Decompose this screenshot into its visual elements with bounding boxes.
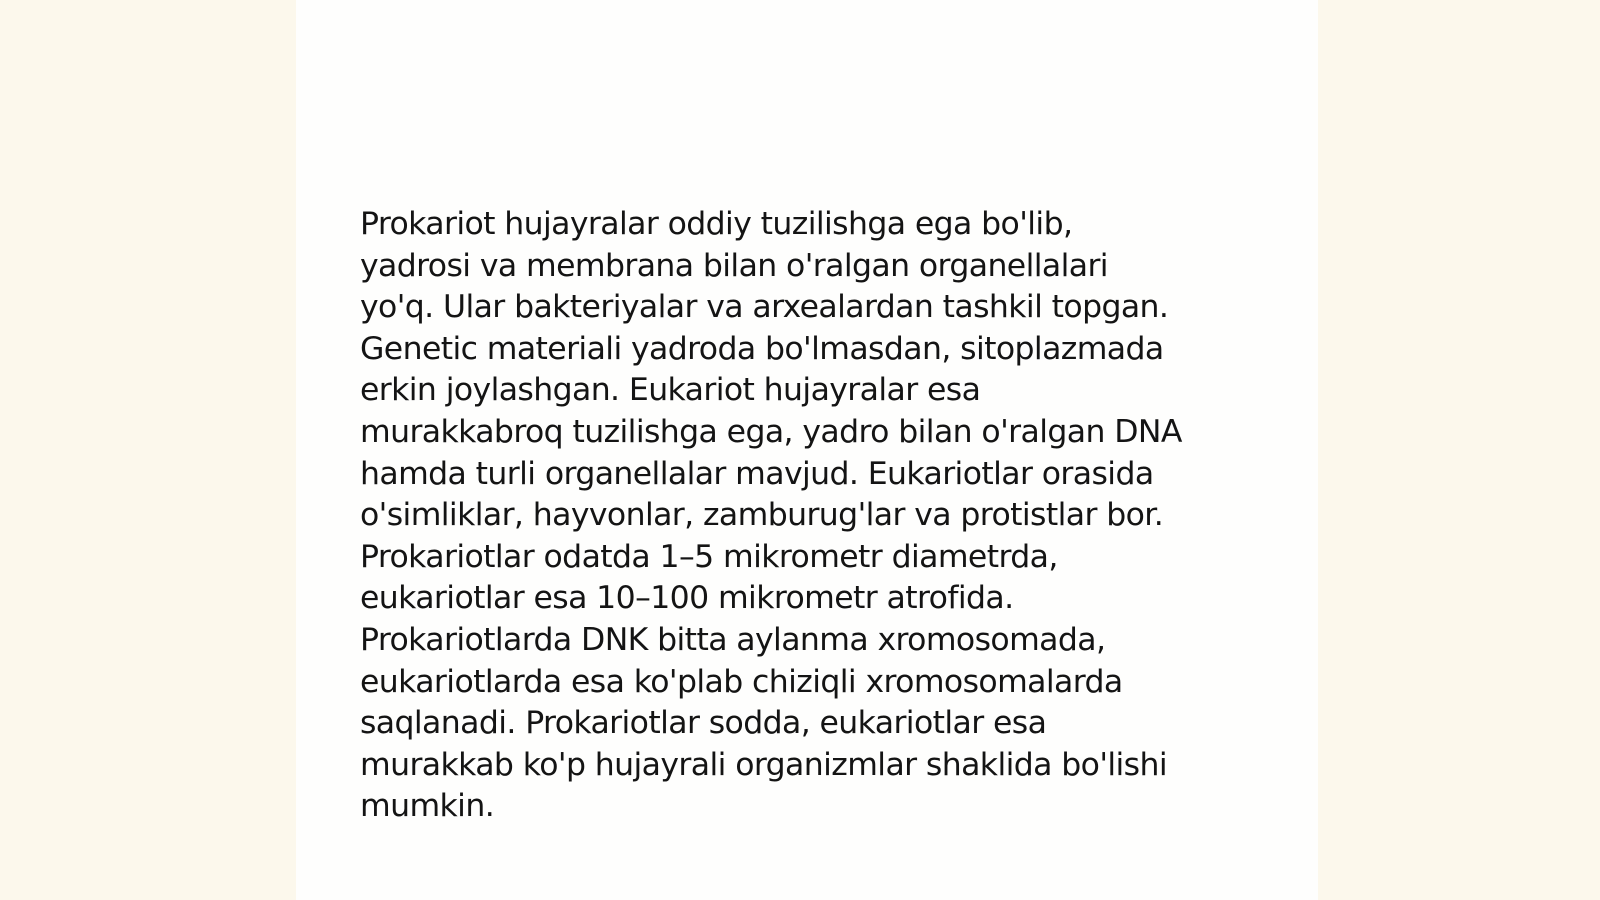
text-line: eukariotlar esa 10–100 mikrometr atrofida. <box>360 580 1014 617</box>
text-line: murakkab ko'p hujayrali organizmlar shaklida bo'lishi <box>360 746 1168 783</box>
text-line: saqlanadi. Prokariotlar sodda, eukariotlar esa <box>360 705 1047 742</box>
text-line: o'simliklar, hayvonlar, zamburug'lar va protistlar bor. <box>360 497 1164 534</box>
text-line: eukariotlarda esa ko'plab chiziqli xromosomalarda <box>360 663 1123 700</box>
text-line: Prokariotlarda DNK bitta aylanma xromosomada, <box>360 621 1106 658</box>
text-line: Genetic materiali yadroda bo'lmasdan, sitoplazmada <box>360 330 1164 367</box>
text-line: erkin joylashgan. Eukariot hujayralar esa <box>360 372 981 409</box>
text-line: yadrosi va membrana bilan o'ralgan organellalari <box>360 247 1108 284</box>
text-line: hamda turli organellalar mavjud. Eukariotlar orasida <box>360 455 1154 492</box>
text-line: Prokariotlar odatda 1–5 mikrometr diametrda, <box>360 538 1058 575</box>
text-line: yo'q. Ular bakteriyalar va arxealardan tashkil topgan. <box>360 289 1169 326</box>
text-line: murakkabroq tuzilishga ega, yadro bilan o'ralgan DNA <box>360 413 1182 450</box>
paragraph <box>360 204 1260 828</box>
text-line: mumkin. <box>360 788 495 825</box>
text-line: Prokariot hujayralar oddiy tuzilishga ega bo'lib, <box>360 206 1073 242</box>
document-page <box>296 0 1318 900</box>
